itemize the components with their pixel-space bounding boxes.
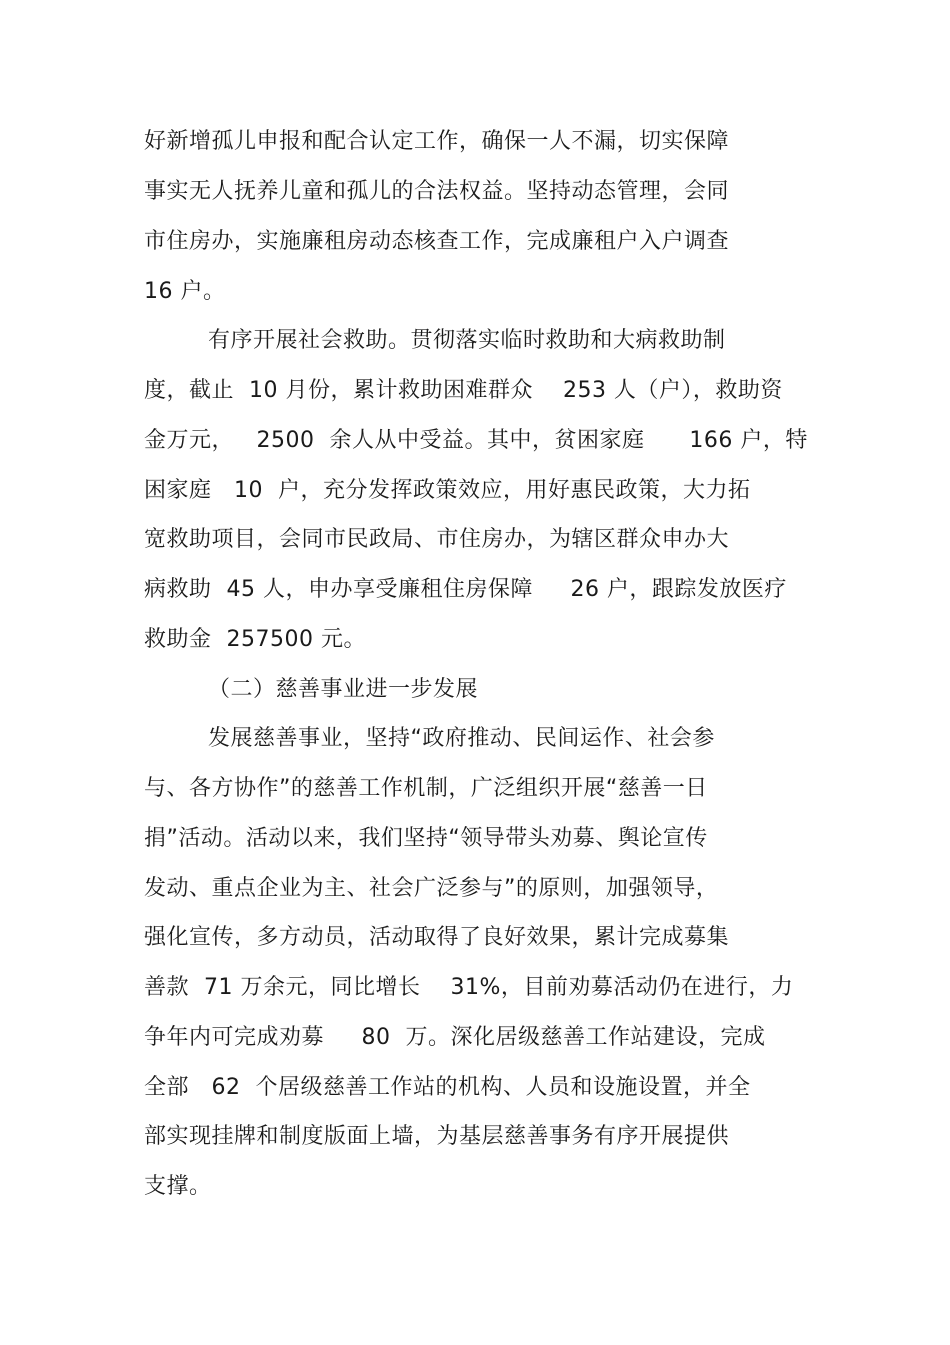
text-line: 与、各方协作”的慈善工作机制，广泛组织开展“慈善一日: [144, 776, 708, 801]
text-line: 救助金 257500 元。: [144, 627, 366, 652]
text-line: 金万元， 2500 余人从中受益。其中，贫困家庭 166 户，特: [144, 428, 808, 453]
paragraph-start-line: 有序开展社会救助。贯彻落实临时救助和大病救助制: [208, 328, 726, 353]
text-line: 困家庭 10 户，充分发挥政策效应，用好惠民政策，大力拓: [144, 478, 751, 503]
paragraph-start-line: 发展慈善事业，坚持“政府推动、民间运作、社会参: [208, 726, 715, 751]
text-line: 好新增孤儿申报和配合认定工作，确保一人不漏，切实保障: [144, 129, 730, 154]
section-heading: （二）慈善事业进一步发展: [208, 677, 479, 702]
text-line: 病救助 45 人，申办享受廉租住房保障 26 户，跟踪发放医疗: [144, 577, 787, 602]
text-line: 善款 71 万余元，同比增长 31%，目前劝募活动仍在进行，力: [144, 975, 794, 1000]
text-line: 事实无人抚养儿童和孤儿的合法权益。坚持动态管理，会同: [144, 179, 730, 204]
text-line: 争年内可完成劝募 80 万。深化居级慈善工作站建设，完成: [144, 1025, 766, 1050]
text-line: 强化宣传，多方动员，活动取得了良好效果，累计完成募集: [144, 925, 730, 950]
text-line: 全部 62 个居级慈善工作站的机构、人员和设施设置，并全: [144, 1075, 751, 1100]
text-line: 捐”活动。活动以来，我们坚持“领导带头劝募、舆论宣传: [144, 826, 708, 851]
text-line: 部实现挂牌和制度版面上墙，为基层慈善事务有序开展提供: [144, 1124, 730, 1149]
text-line: 16 户。: [144, 279, 226, 304]
text-line: 宽救助项目，会同市民政局、市住房办，为辖区群众申办大: [144, 527, 730, 552]
text-line: 发动、重点企业为主、社会广泛参与”的原则，加强领导，: [144, 876, 719, 901]
text-line: 度，截止 10 月份，累计救助困难群众 253 人（户），救助资: [144, 378, 783, 403]
text-line: 市住房办，实施廉租房动态核查工作，完成廉租户入户调查: [144, 229, 730, 254]
text-line: 支撑。: [144, 1174, 212, 1199]
